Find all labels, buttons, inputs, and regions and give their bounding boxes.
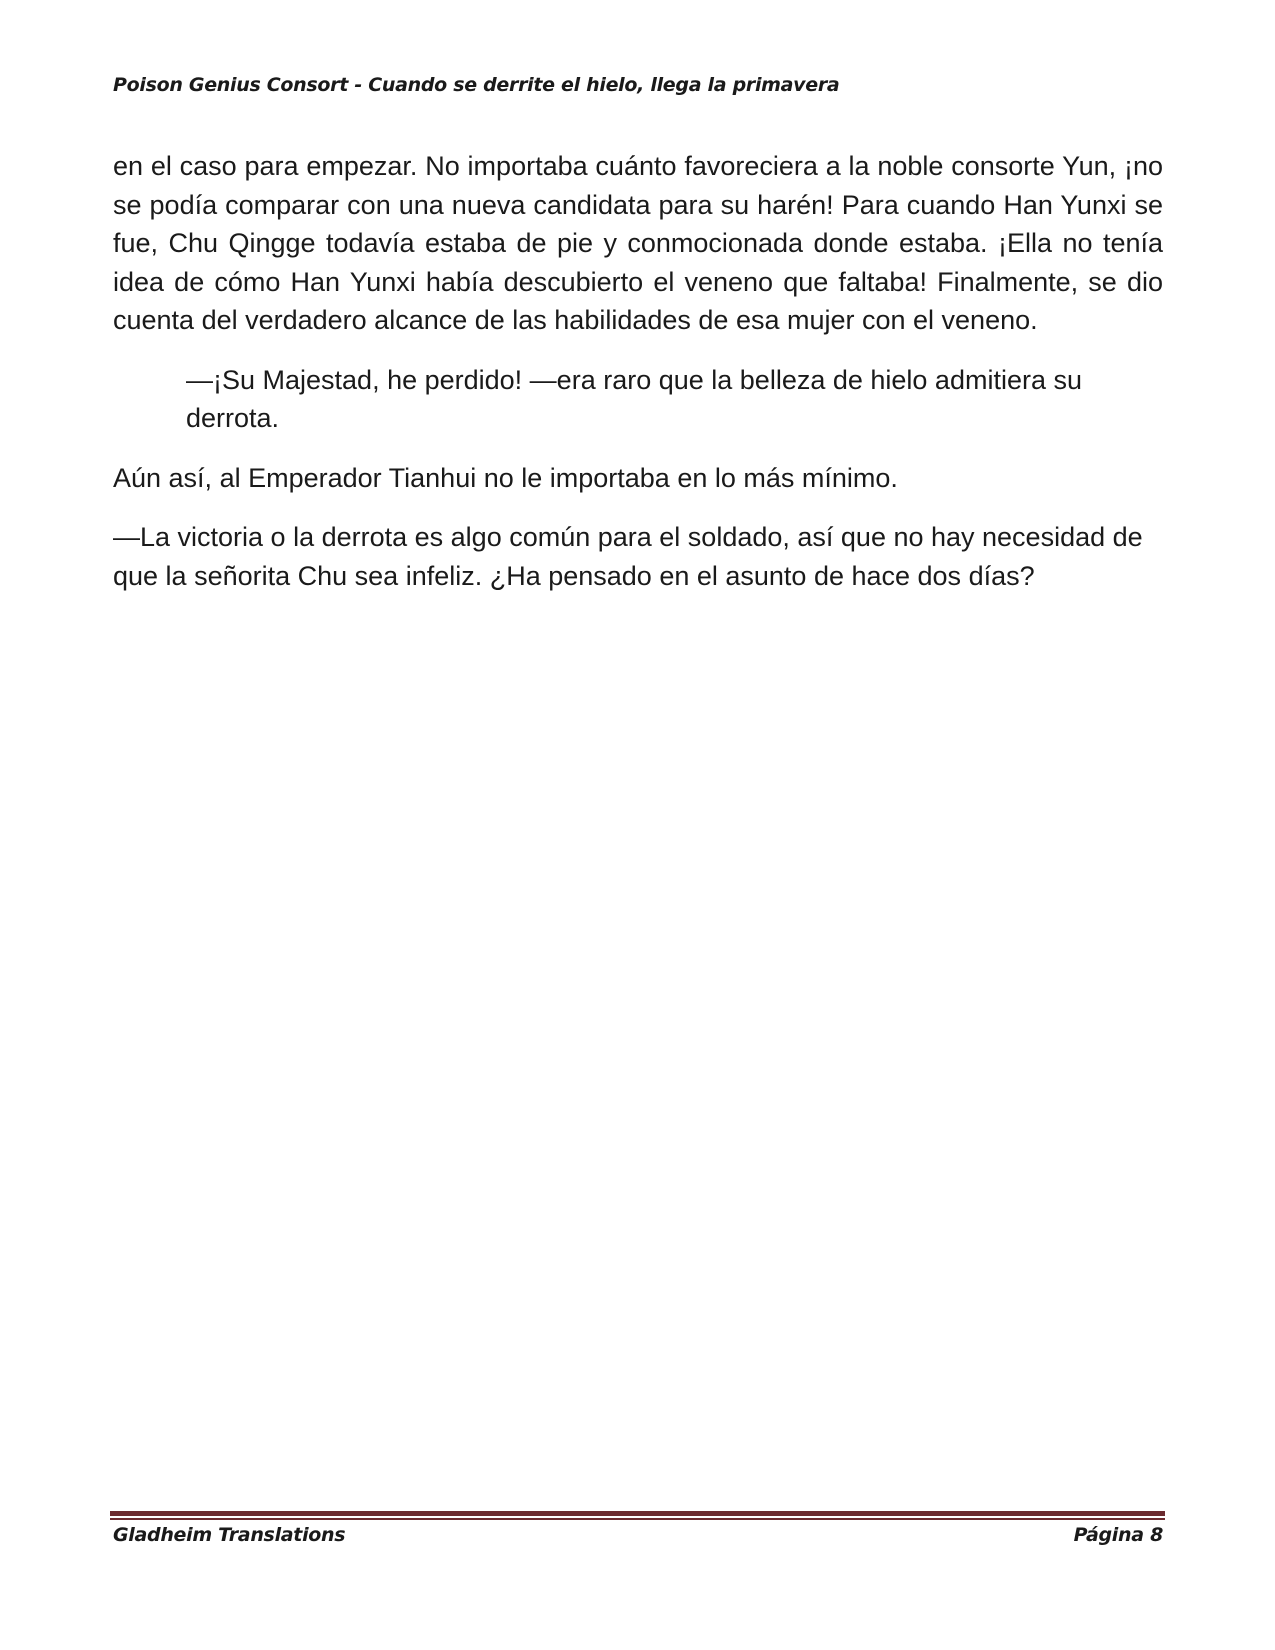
page-header-title: Poison Genius Consort - Cuando se derrite el hielo, llega la primavera (113, 74, 840, 96)
footer-divider (110, 1511, 1165, 1520)
footer-publisher: Gladheim Translations (113, 1524, 346, 1546)
dialogue-paragraph-indented: —¡Su Majestad, he perdido! —era raro que la belleza de hielo admitiera su derrota. (186, 364, 1082, 433)
footer-page-number: Página 8 (1073, 1524, 1163, 1546)
body-paragraph: Aún así, al Emperador Tianhui no le importaba en lo más mínimo. (113, 462, 898, 493)
body-paragraph: en el caso para empezar. No importaba cuánto favoreciera a la noble consorte Yun, ¡no se podía comparar con una nueva candidata para su harén! Para cuando Han Yunxi se fue, Chu Qingge todavía estaba de pie y conmocionada donde estaba. ¡Ella no tenía idea de cómo Han Yunxi había descubierto el veneno que faltaba! Finalmente, se dio cuenta del verdadero alcance de las habilidades de esa mujer con el veneno. (113, 151, 1163, 335)
document-body (113, 147, 1163, 616)
dialogue-paragraph: —La victoria o la derrota es algo común para el soldado, así que no hay necesidad de que la señorita Chu sea infeliz. ¿Ha pensado en el asunto de hace dos días? (113, 522, 1143, 591)
